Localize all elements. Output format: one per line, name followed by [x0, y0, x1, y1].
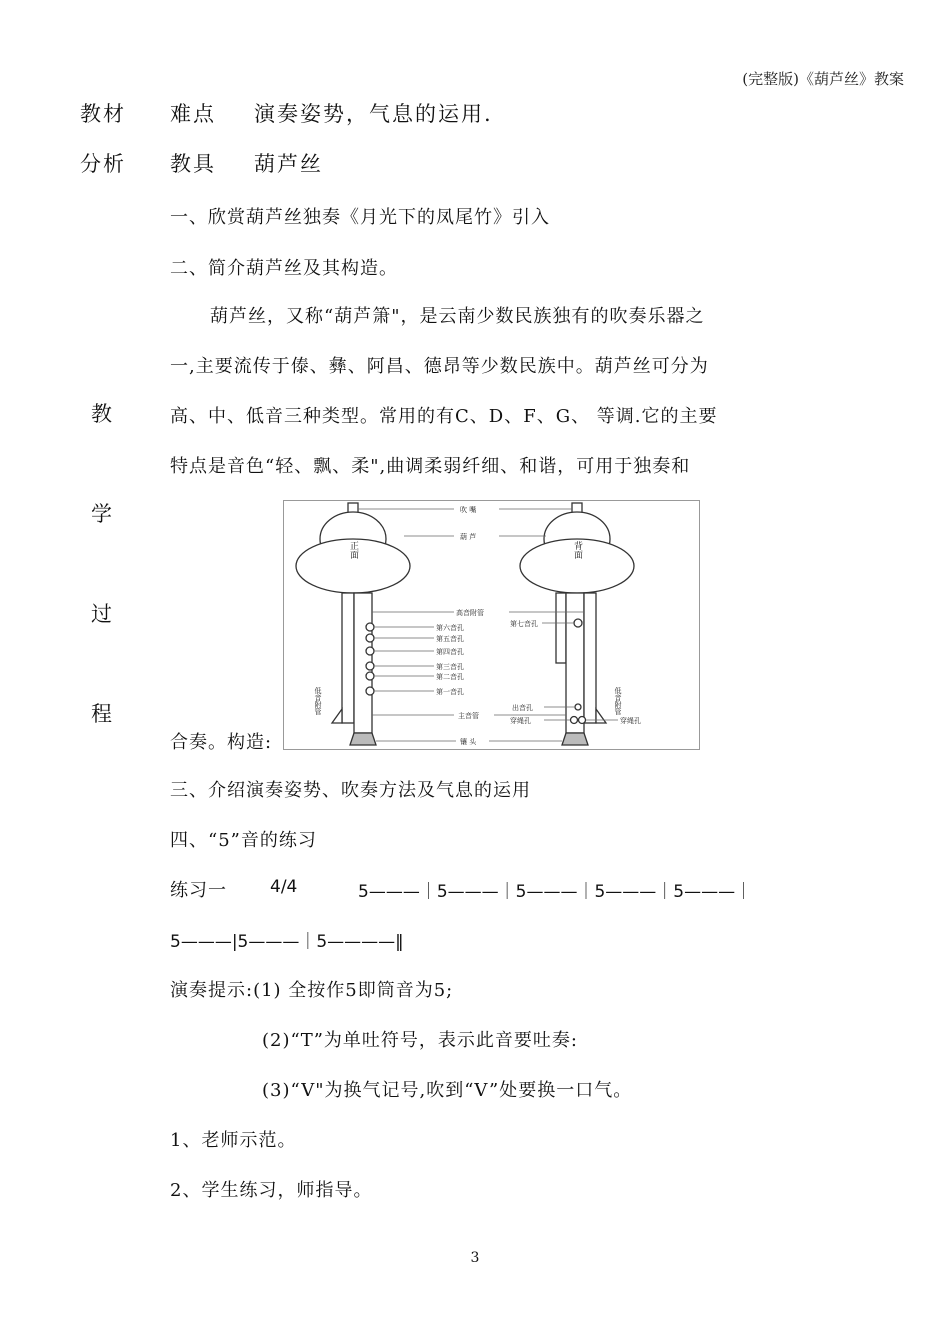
back-rope-hole-2: [579, 717, 586, 724]
tip-1: 演奏提示:(1) 全按作5即筒音为5;: [170, 980, 454, 1001]
hulusi-diagram-svg: [284, 501, 699, 749]
step-1: 1、老师示范。: [170, 1130, 297, 1151]
label-hole-2: 第二音孔: [436, 673, 464, 681]
label-hole-5: 第五音孔: [436, 635, 464, 643]
difficulty-label: 难点: [170, 102, 216, 126]
label-analysis: 分析: [80, 152, 126, 176]
label-back: 背面: [572, 541, 582, 559]
back-tip: [562, 733, 588, 745]
front-hole-4: [366, 647, 374, 655]
label-front: 正面: [348, 541, 358, 559]
label-low-pipe-right: 低音附管: [614, 687, 622, 715]
label-low-pipe-left: 低音附管: [314, 687, 322, 715]
para-line-5: 合奏。构造:: [170, 732, 273, 753]
back-right-pipe: [584, 593, 596, 723]
difficulty-value: 演奏姿势，气息的运用.: [254, 102, 493, 126]
label-hole-4: 第四音孔: [436, 648, 464, 656]
front-hole-6: [366, 623, 374, 631]
exercise-meter: 4/4: [270, 877, 298, 897]
label-gourd: 葫 芦: [460, 533, 477, 541]
label-main-pipe: 主音管: [458, 712, 479, 720]
page-number: 3: [470, 1250, 480, 1266]
front-left-pipe: [342, 593, 354, 723]
para-line-2: 一,主要流传于傣、彝、阿昌、德昂等少数民族中。葫芦丝可分为: [170, 356, 709, 377]
label-hole-3: 第三音孔: [436, 663, 464, 671]
line-practice-title: 四、“5”音的练习: [170, 830, 317, 851]
label-high-pipe: 高音附管: [456, 609, 484, 617]
tip-3: (3)“V"为换气记号,吹到“V”处要换一口气。: [262, 1080, 633, 1101]
tools-label: 教具: [170, 152, 216, 176]
back-main-pipe: [566, 593, 584, 733]
front-hole-3: [366, 662, 374, 670]
process-char-3: 过: [91, 602, 112, 626]
front-low-pipe-tip: [332, 709, 342, 723]
document-header: (完整版)《葫芦丝》教案: [742, 70, 904, 88]
para-line-4: 特点是音色“轻、飘、柔",曲调柔弱纤细、和谐，可用于独奏和: [170, 456, 691, 477]
front-hole-5: [366, 634, 374, 642]
back-rope-hole-1: [571, 717, 578, 724]
label-mouthpiece: 吹 嘴: [460, 506, 477, 514]
tools-value: 葫芦丝: [254, 152, 323, 176]
label-hole-1: 第一音孔: [436, 688, 464, 696]
para-line-1: 葫芦丝，又称“葫芦箫"，是云南少数民族独有的吹奏乐器之: [210, 306, 705, 327]
front-hole-2: [366, 672, 374, 680]
process-char-4: 程: [91, 702, 112, 726]
exercise-row-1: 5———｜5———｜5———｜5———｜5———｜: [358, 882, 753, 902]
hulusi-structure-diagram: [283, 500, 700, 750]
para-line-3: 高、中、低音三种类型。常用的有C、D、F、G、 等调.它的主要: [170, 406, 718, 427]
tip-2: (2)“T”为单吐符号，表示此音要吐奏:: [262, 1030, 578, 1051]
exercise-row-2: 5———|5———｜5————‖: [170, 932, 404, 952]
process-char-1: 教: [91, 402, 112, 426]
line-posture: 三、介绍演奏姿势、吹奏方法及气息的运用: [170, 780, 531, 801]
label-hole-7: 第七音孔: [510, 620, 538, 628]
label-hole-6: 第六音孔: [436, 624, 464, 632]
exercise-label: 练习一: [170, 880, 227, 901]
label-tip: 镶 头: [460, 738, 477, 746]
label-rope-hole-right: 穿绳孔: [620, 717, 641, 725]
step-2: 2、学生练习，师指导。: [170, 1180, 373, 1201]
label-rope-hole-left: 穿绳孔: [510, 717, 531, 725]
line-intro-structure: 二、简介葫芦丝及其构造。: [170, 258, 398, 279]
line-intro-listen: 一、欣赏葫芦丝独奏《月光下的凤尾竹》引入: [170, 207, 550, 228]
back-out-hole: [575, 704, 581, 710]
label-teaching-material: 教材: [80, 102, 126, 126]
front-hole-1: [366, 687, 374, 695]
back-left-pipe: [556, 593, 566, 663]
process-char-2: 学: [91, 502, 112, 526]
label-out-hole: 出音孔: [512, 704, 533, 712]
back-hole-7: [574, 619, 582, 627]
front-tip: [350, 733, 376, 745]
back-low-pipe-tip: [596, 709, 606, 723]
